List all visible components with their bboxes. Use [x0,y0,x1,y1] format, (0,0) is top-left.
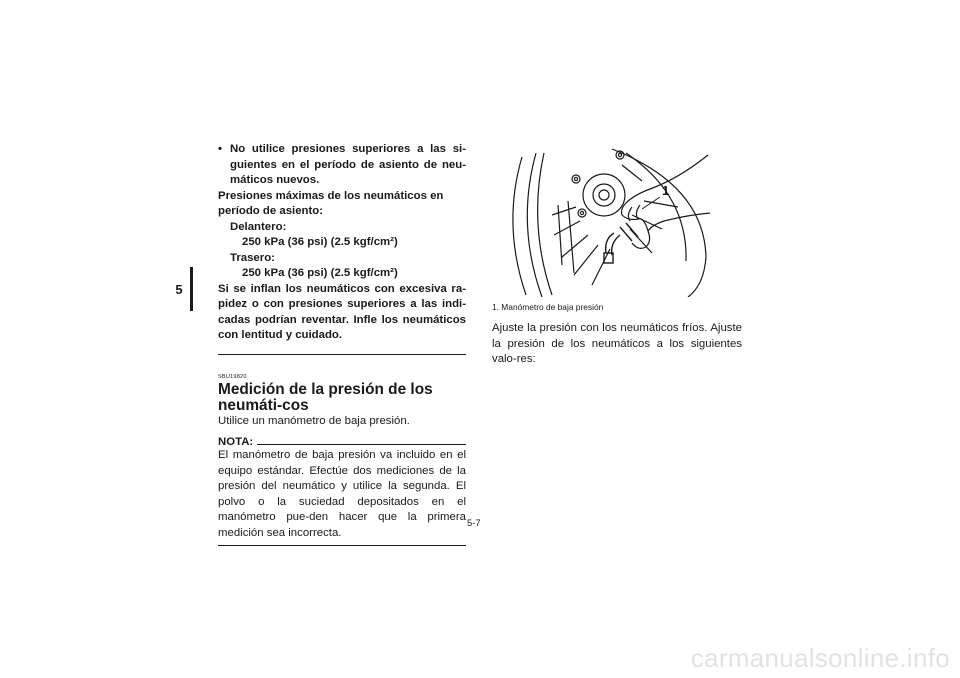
front-label: Delantero: [230,220,287,233]
gauge-icon [604,223,638,263]
right-column [492,145,742,368]
tire-gauge-illustration [492,145,742,297]
figure-callout-label: 1 [662,183,670,198]
intro-text: Utilice un manómetro de baja presión. [218,414,410,427]
left-column [218,142,466,546]
warning-final: Si se inflan los neumáticos con excesiva ra-pidez o con presiones superiores a las indi-cadas podrían reventar. Infle los neumáticos con lentitud y cuidado. [218,282,466,341]
page-number: 5-7 [467,517,481,528]
chapter-number: 5 [175,281,183,297]
section-code: SBU19820 [218,373,247,380]
section-heading: Medición de la presión de los neumáti-cos [218,380,433,414]
nota-line [257,444,466,445]
figure-caption: 1. Manómetro de baja presión [492,302,604,312]
watermark: carmanualsonline.info [690,643,950,673]
nota-divider [218,545,466,546]
right-body-text: Ajuste la presión con los neumáticos fríos. Ajuste la presión de los neumáticos a los siguientes valo-res: [492,322,742,365]
bullet-icon: • [218,143,222,155]
nota-text: El manómetro de baja presión va incluido en el equipo estándar. Efectúe dos mediciones de la presión del neumático y utilice la segunda. El polvo o la suciedad depositados en el manómetro pue-den hacer que la primera medición sea incorrecta. [218,449,466,539]
rear-label: Trasero: [230,251,275,264]
wheel-outline [513,149,706,297]
chapter-tab [168,267,193,311]
nota-header [218,436,466,448]
nota-label: NOTA: [218,436,254,448]
warning-bullet-text: No utilice presiones superiores a las si-guientes en el período de asiento de neu-máticos nuevos. [230,143,466,186]
warning-divider [218,354,466,355]
max-pressure-title-1: Presiones máximas de los neumáticos en [218,189,444,202]
max-pressure-title-2: período de asiento: [218,205,324,217]
rear-value: 250 kPa (36 psi) (2.5 kgf/cm²) [242,267,398,279]
warning-block [218,142,466,344]
front-value: 250 kPa (36 psi) (2.5 kgf/cm²) [242,236,398,248]
warning-bullet [218,142,466,189]
